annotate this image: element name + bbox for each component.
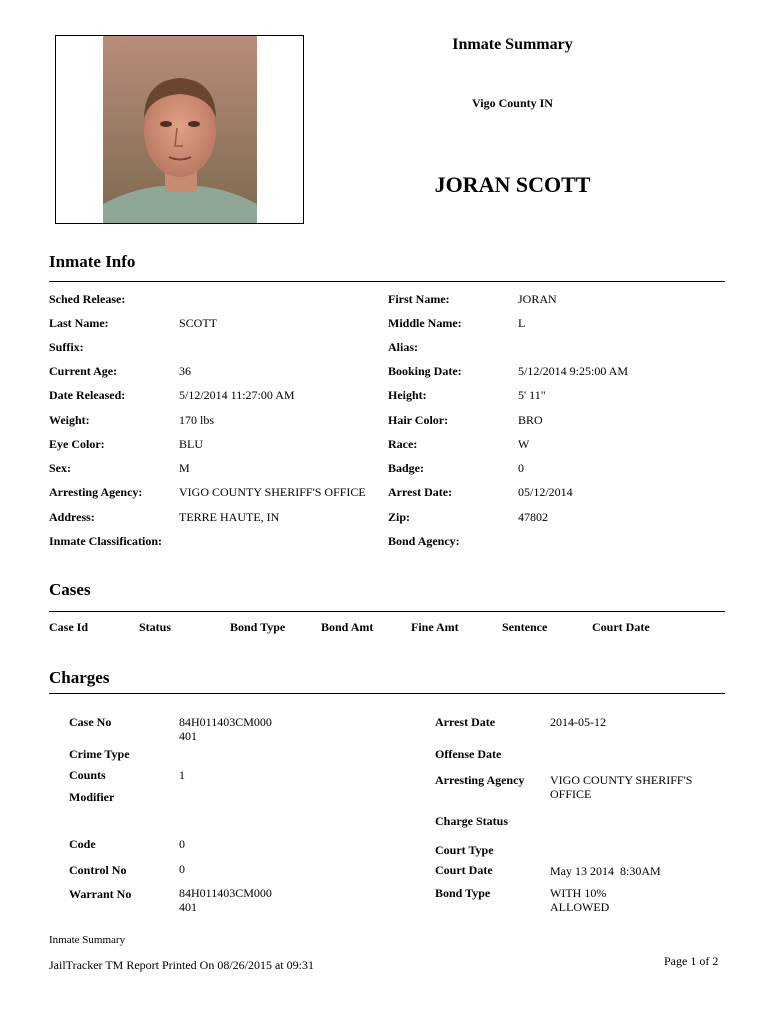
county-name: Vigo County IN [472, 96, 553, 110]
label-hair-color: Hair Color: [388, 413, 449, 427]
label-zip: Zip: [388, 510, 411, 524]
label-height: Height: [388, 388, 427, 402]
charge-label-case-no: Case No [69, 715, 112, 729]
cases-col-status: Status [139, 620, 172, 634]
section-divider [49, 611, 725, 612]
section-title-inmate-info: Inmate Info [49, 252, 136, 271]
cases-col-sentence: Sentence [502, 620, 548, 634]
cases-col-case-id: Case Id [49, 620, 89, 634]
charge-label-charge-status: Charge Status [435, 814, 509, 828]
footer-printed-on: JailTracker TM Report Printed On 08/26/2015 at 09:31 [49, 958, 314, 972]
charge-label-court-type: Court Type [435, 843, 494, 857]
label-current-age: Current Age: [49, 364, 118, 378]
charge-label-offense-date: Offense Date [435, 747, 502, 761]
charge-label-warrant-no: Warrant No [69, 887, 132, 901]
value-weight: 170 lbs [179, 413, 215, 427]
cases-col-bond-type: Bond Type [230, 620, 286, 634]
section-divider [49, 693, 725, 694]
label-address: Address: [49, 510, 95, 524]
label-bond-agency: Bond Agency: [388, 534, 460, 548]
label-alias: Alias: [388, 340, 418, 354]
value-badge: 0 [518, 461, 524, 475]
inmate-photo-frame [55, 35, 304, 224]
label-first-name: First Name: [388, 292, 450, 306]
charge-value-arresting-agency: VIGO COUNTY SHERIFF'S OFFICE [550, 773, 693, 801]
label-badge: Badge: [388, 461, 424, 475]
label-last-name: Last Name: [49, 316, 109, 330]
charge-value-warrant-no: 84H011403CM000 401 [179, 886, 272, 914]
label-weight: Weight: [49, 413, 90, 427]
value-arresting-agency: VIGO COUNTY SHERIFF'S OFFICE [179, 485, 366, 499]
label-suffix: Suffix: [49, 340, 84, 354]
label-arresting-agency: Arresting Agency: [49, 485, 143, 499]
value-address: TERRE HAUTE, IN [179, 510, 280, 524]
value-last-name: SCOTT [179, 316, 218, 330]
cases-col-court-date: Court Date [592, 620, 650, 634]
value-date-released: 5/12/2014 11:27:00 AM [179, 388, 295, 402]
value-first-name: JORAN [518, 292, 557, 306]
value-hair-color: BRO [518, 413, 543, 427]
value-race: W [518, 437, 530, 451]
value-booking-date: 5/12/2014 9:25:00 AM [518, 364, 629, 378]
label-arrest-date: Arrest Date: [388, 485, 453, 499]
label-middle-name: Middle Name: [388, 316, 462, 330]
label-sex: Sex: [49, 461, 71, 475]
footer-page-number: Page 1 of 2 [664, 954, 719, 968]
mugshot-image [103, 36, 257, 223]
charge-value-control-no: 0 [179, 862, 185, 876]
charge-value-counts: 1 [179, 768, 185, 782]
label-date-released: Date Released: [49, 388, 126, 402]
cases-col-bond-amt: Bond Amt [321, 620, 374, 634]
footer-report-name: Inmate Summary [49, 934, 126, 946]
charge-label-code: Code [69, 837, 96, 851]
charge-value-case-no: 84H011403CM000 401 [179, 715, 272, 743]
charge-value-court-date: May 13 2014 8:30AM [550, 864, 661, 878]
charge-label-crime-type: Crime Type [69, 747, 130, 761]
charge-value-arrest-date: 2014-05-12 [550, 715, 606, 729]
label-booking-date: Booking Date: [388, 364, 462, 378]
value-eye-color: BLU [179, 437, 203, 451]
section-title-cases: Cases [49, 580, 91, 599]
section-divider [49, 281, 725, 282]
value-zip: 47802 [518, 510, 548, 524]
charge-label-court-date: Court Date [435, 863, 493, 877]
value-sex: M [179, 461, 190, 475]
charge-label-modifier: Modifier [69, 790, 115, 804]
charge-value-code: 0 [179, 837, 185, 851]
charge-label-arresting-agency: Arresting Agency [435, 773, 525, 787]
charge-label-bond-type: Bond Type [435, 886, 491, 900]
label-eye-color: Eye Color: [49, 437, 105, 451]
label-race: Race: [388, 437, 418, 451]
inmate-name: JORAN SCOTT [434, 172, 591, 197]
inmate-photo [103, 36, 257, 223]
charge-value-bond-type: WITH 10% ALLOWED [550, 886, 610, 914]
label-sched-release: Sched Release: [49, 292, 126, 306]
value-arrest-date: 05/12/2014 [518, 485, 573, 499]
charge-label-control-no: Control No [69, 863, 127, 877]
label-inmate-classification: Inmate Classification: [49, 534, 162, 548]
report-title: Inmate Summary [452, 36, 573, 53]
charge-label-arrest-date: Arrest Date [435, 715, 496, 729]
value-current-age: 36 [179, 364, 191, 378]
cases-col-fine-amt: Fine Amt [411, 620, 459, 634]
value-middle-name: L [518, 316, 526, 330]
value-height: 5' 11" [518, 388, 546, 402]
section-title-charges: Charges [49, 668, 110, 687]
charge-label-counts: Counts [69, 768, 106, 782]
